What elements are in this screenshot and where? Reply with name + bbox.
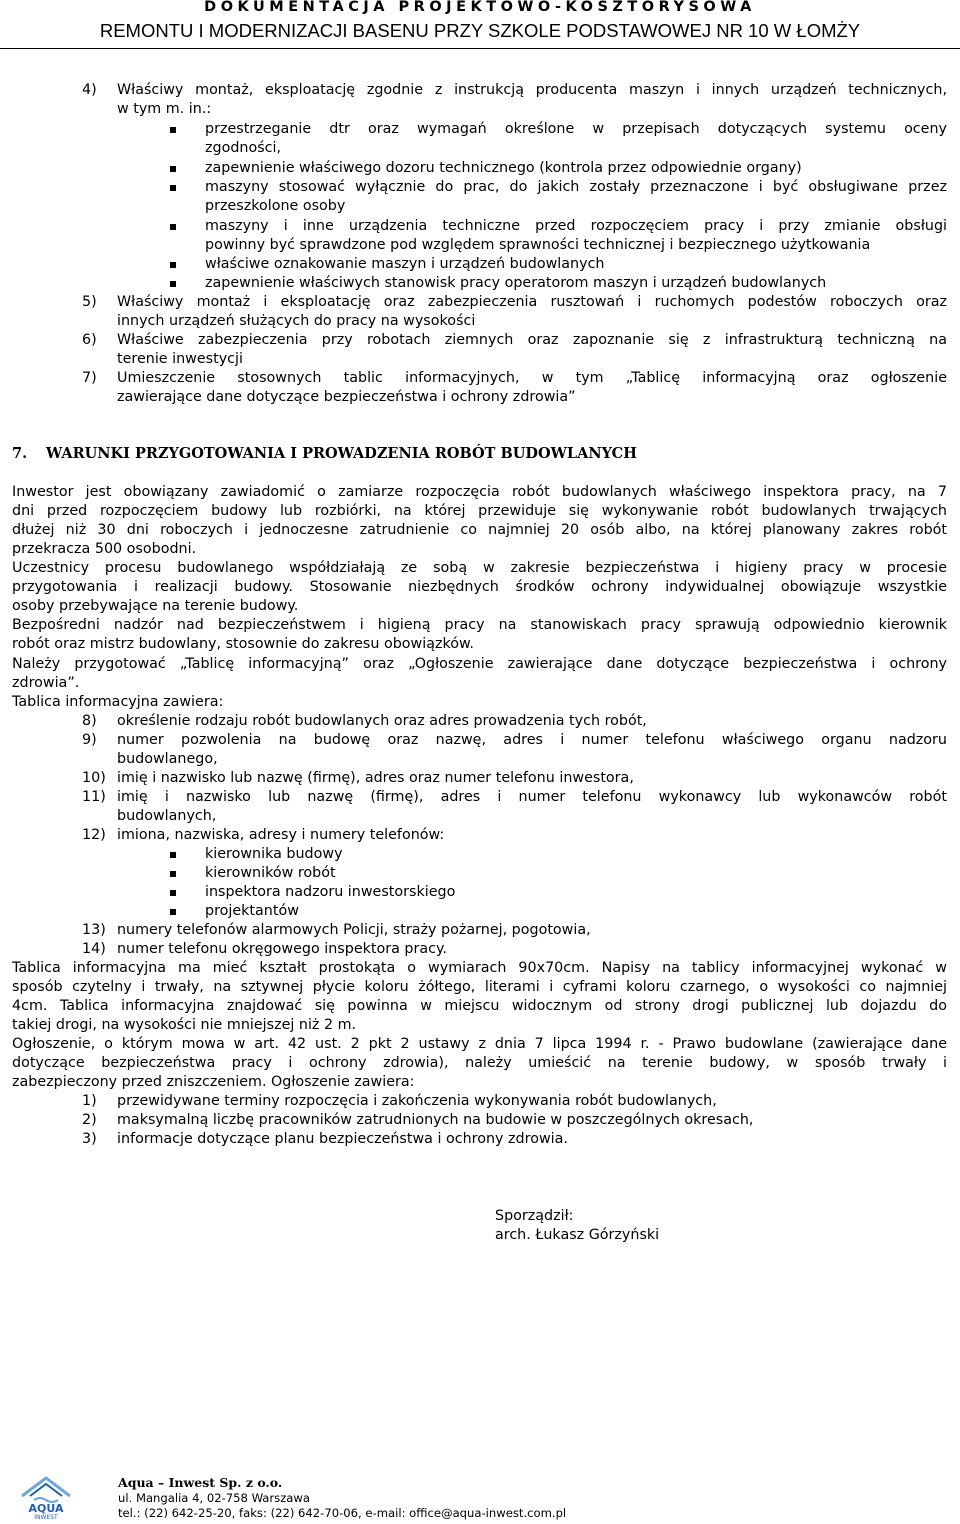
list-number: 6) <box>82 332 97 348</box>
paragraph-line: Bezpośredni nadzór nad bezpieczeństwem i higieną pracy na stanowiskach pracy sprawują odpowiednio kierownik <box>12 617 947 633</box>
bullet-icon <box>170 852 176 858</box>
bullet-text: przeszkolone osoby <box>205 198 346 214</box>
document-subtitle: REMONTU I MODERNIZACJI BASENU PRZY SZKOLE PODSTAWOWEJ NR 10 W ŁOMŻY <box>99 20 861 41</box>
footer-address: ul. Mangalia 4, 02-758 Warszawa <box>118 1491 310 1505</box>
header-divider <box>0 48 960 49</box>
bullet-icon <box>170 890 176 896</box>
bullet-text: projektantów <box>205 903 299 919</box>
section-title: WARUNKI PRZYGOTOWANIA I PROWADZENIA ROBÓT BUDOWLANYCH <box>46 445 637 462</box>
bullet-icon <box>170 166 176 172</box>
list-number: 7) <box>82 370 97 386</box>
list-item-text: Właściwy montaż i eksploatację oraz zabezpieczenia rusztowań i ruchomych podestów roboczych oraz <box>117 294 947 310</box>
paragraph-line: Tablica informacyjna zawiera: <box>12 694 224 710</box>
paragraph-line: Uczestnicy procesu budowlanego współdziałają ze sobą w zakresie bezpieczeństwa i higieny pracy w procesie <box>12 560 947 576</box>
logo-subtext: INWEST <box>34 1514 58 1520</box>
signature-name: arch. Łukasz Górzyński <box>495 1227 660 1243</box>
bullet-text: zgodności, <box>205 140 282 156</box>
bullet-text: maszyny stosować wyłącznie do prac, do jakich zostały przeznaczone i być obsługiwane przez <box>205 179 947 195</box>
list-number: 13) <box>82 922 106 938</box>
document-title: DOKUMENTACJA PROJEKTOWO-KOSZTORYSOWA <box>204 0 756 15</box>
paragraph-line: zabezpieczony przed zniszczeniem. Ogłoszenie zawiera: <box>12 1074 415 1090</box>
paragraph-line: sposób czytelny i trwały, na sztywnej płycie koloru żółtego, literami i cyframi koloru czarnego, o wysokości co najmniej <box>12 979 947 995</box>
signature-label: Sporządził: <box>495 1208 574 1224</box>
bullet-text: kierownika budowy <box>205 846 343 862</box>
list-item-text: imię i nazwisko lub nazwę (firmę), adres i numer telefonu wykonawcy lub wykonawców robót <box>117 789 947 805</box>
bullet-text: maszyny i inne urządzenia techniczne przed rozpoczęciem pracy i przy zmianie obsługi <box>205 218 947 234</box>
paragraph-line: 4cm. Tablica informacyjna znajdować się powinna w miejscu widocznym od strony drogi publicznej lub dojazdu do <box>12 998 947 1014</box>
paragraph-line: osoby przebywające na terenie budowy. <box>12 598 299 614</box>
paragraph-line: zdrowia”. <box>12 675 80 691</box>
paragraph-line: dotyczące bezpieczeństwa pracy i ochrony zdrowia), należy umieścić na terenie budowy, w sposób trwały i <box>12 1055 947 1071</box>
paragraph-line: Należy przygotować „Tablicę informacyjną” oraz „Ogłoszenie zawierające dane dotyczące bezpieczeństwa i ochrony <box>12 656 947 672</box>
bullet-icon <box>170 871 176 877</box>
list-item-text: maksymalną liczbę pracowników zatrudnionych na budowie w poszczególnych okresach, <box>117 1112 754 1128</box>
paragraph-line: Ogłoszenie, o którym mowa w art. 42 ust. 2 pkt 2 ustawy z dnia 7 lipca 1994 r. - Prawo budowlane (zawierające dane <box>12 1036 947 1052</box>
bullet-text: zapewnienie właściwych stanowisk pracy operatorom maszyn i urządzeń budowlanych <box>205 275 827 291</box>
list-item-text: zawierające dane dotyczące bezpieczeństwa i ochrony zdrowia” <box>117 389 576 405</box>
list-number: 14) <box>82 941 106 957</box>
list-item-text: numer pozwolenia na budowę oraz nazwę, adres i numer telefonu właściwego organu nadzoru <box>117 732 947 748</box>
list-item-text: numer telefonu okręgowego inspektora pracy. <box>117 941 447 957</box>
list-number: 10) <box>82 770 106 786</box>
list-number: 11) <box>82 789 106 805</box>
logo-text: AQUA <box>28 1502 64 1515</box>
list-number: 8) <box>82 713 97 729</box>
list-item-text: Umieszczenie stosownych tablic informacyjnych, w tym „Tablicę informacyjną oraz ogłoszenie <box>117 370 947 386</box>
footer-contact[interactable]: tel.: (22) 642-25-20, faks: (22) 642-70-06, e-mail: office@aqua-inwest.com.pl <box>118 1506 567 1520</box>
bullet-text: inspektora nadzoru inwestorskiego <box>205 884 456 900</box>
section-heading <box>12 445 637 462</box>
list-item-text: Właściwe zabezpieczenia przy robotach ziemnych oraz zapoznanie się z infrastrukturą techniczną na <box>117 332 947 348</box>
paragraph-line: robót oraz mistrz budowlany, stosownie do zakresu obowiązków. <box>12 636 474 652</box>
list-item-text: innych urządzeń służących do pracy na wysokości <box>117 313 476 329</box>
bullet-text: właściwe oznakowanie maszyn i urządzeń budowlanych <box>205 256 605 272</box>
bullet-icon <box>170 281 176 287</box>
footer-company: Aqua – Inwest Sp. z o.o. <box>118 1475 283 1490</box>
paragraph-line: przekracza 500 osobodni. <box>12 541 197 557</box>
bullet-icon <box>170 224 176 230</box>
list-item-text: budowlanych, <box>117 808 217 824</box>
list-number: 1) <box>82 1093 97 1109</box>
list-item-text: numery telefonów alarmowych Policji, straży pożarnej, pogotowia, <box>117 922 591 938</box>
list-number: 5) <box>82 294 97 310</box>
list-item-text: budowlanego, <box>117 751 218 767</box>
paragraph-line: dłużej niż 30 dni roboczych i jednoczesne zatrudnienie co najmniej 20 osób albo, na której planowany zakres robót <box>12 522 947 538</box>
paragraph-line: Inwestor jest obowiązany zawiadomić o zamiarze rozpoczęcia robót budowlanych właściwego inspektora pracy, na 7 <box>12 484 947 500</box>
bullet-icon <box>170 127 176 133</box>
list-number: 3) <box>82 1131 97 1147</box>
list-number: 2) <box>82 1112 97 1128</box>
bullet-text: przestrzeganie dtr oraz wymagań określone w przepisach dotyczących systemu oceny <box>205 121 947 137</box>
bullet-text: kierowników robót <box>205 865 336 881</box>
company-logo <box>14 1474 90 1520</box>
bullet-icon <box>170 909 176 915</box>
list-number: 4) <box>82 82 97 98</box>
list-item-text: informacje dotyczące planu bezpieczeństwa i ochrony zdrowia. <box>117 1131 568 1147</box>
house-logo-icon <box>14 1474 90 1520</box>
list-number: 12) <box>82 827 106 843</box>
list-number: 9) <box>82 732 97 748</box>
list-item-text: Właściwy montaż, eksploatację zgodnie z instrukcją producenta maszyn i innych urządzeń technicznych, <box>117 82 947 98</box>
page-header <box>0 0 960 56</box>
bullet-text: zapewnienie właściwego dozoru technicznego (kontrola przez odpowiednie organy) <box>205 160 802 176</box>
list-item-text: imiona, nazwiska, adresy i numery telefonów: <box>117 827 445 843</box>
paragraph-line: przygotowania i realizacji budowy. Stosowanie niezbędnych środków ochrony indywidualnej obowiązuje wszystkie <box>12 579 947 595</box>
list-item-text: imię i nazwisko lub nazwę (firmę), adres oraz numer telefonu inwestora, <box>117 770 634 786</box>
list-item-text: w tym m. in.: <box>117 101 212 117</box>
list-item-text: terenie inwestycji <box>117 351 243 367</box>
bullet-text: powinny być sprawdzone pod względem sprawności technicznej i bezpiecznego użytkowania <box>205 237 871 253</box>
list-item-text: przewidywane terminy rozpoczęcia i zakończenia wykonywania robót budowlanych, <box>117 1093 717 1109</box>
paragraph-line: takiej drogi, na wysokości nie mniejszej niż 2 m. <box>12 1017 357 1033</box>
bullet-icon <box>170 185 176 191</box>
section-number: 7. <box>12 445 28 462</box>
bullet-icon <box>170 262 176 268</box>
list-item-text: określenie rodzaju robót budowlanych oraz adres prowadzenia tych robót, <box>117 713 647 729</box>
paragraph-line: Tablica informacyjna ma mieć kształt prostokąta o wymiarach 90x70cm. Napisy na tablicy informacyjnej wykonać w <box>12 960 947 976</box>
paragraph-line: dni przed rozpoczęciem budowy lub rozbiórki, na której przewiduje się wykonywanie robót budowlanych trwających <box>12 503 947 519</box>
